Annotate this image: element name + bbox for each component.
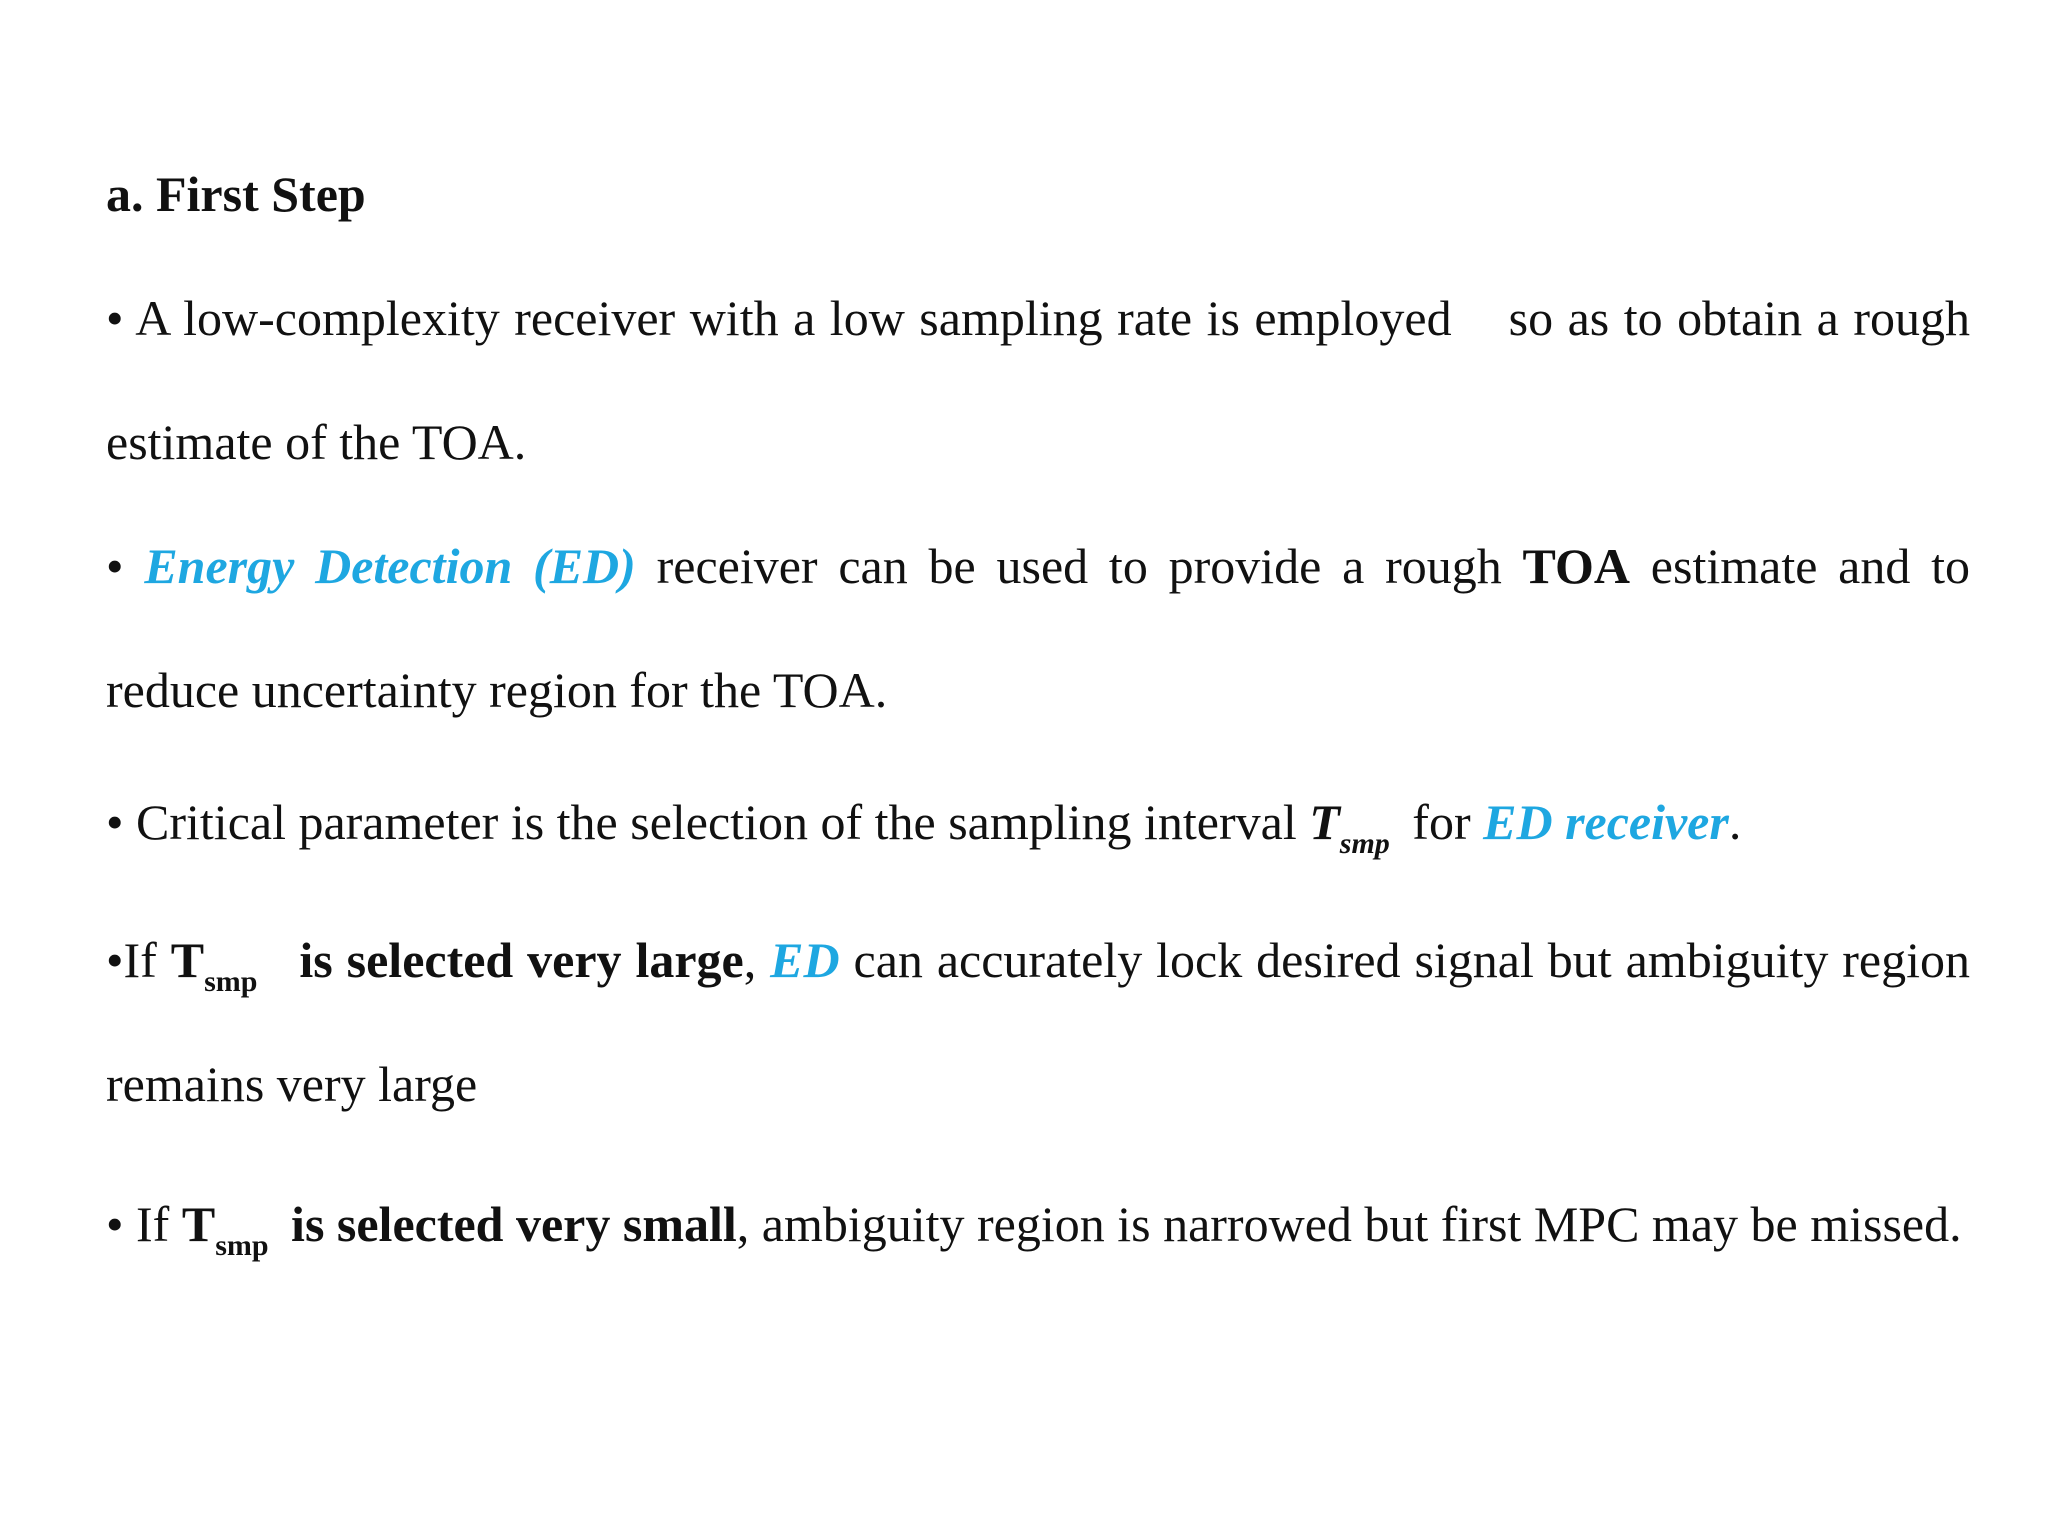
bullet-paragraph-5 bbox=[106, 1162, 1970, 1286]
p5-bold-phrase: is selected very small bbox=[291, 1196, 737, 1252]
p3-end: . bbox=[1728, 794, 1742, 850]
section-heading: a. First Step bbox=[106, 166, 366, 222]
p3-text-2: for bbox=[1412, 794, 1471, 850]
p1-text-1: A low-complexity receiver with a low sampling rate is employed bbox=[135, 290, 1452, 346]
t-smp-symbol bbox=[170, 932, 258, 998]
toa-term: TOA bbox=[1522, 538, 1630, 594]
bullet-marker: • bbox=[106, 1196, 124, 1252]
t-subscript: smp bbox=[1339, 827, 1390, 860]
t-smp-symbol bbox=[181, 1196, 269, 1262]
t-subscript: smp bbox=[215, 1229, 269, 1262]
bullet-marker: • bbox=[106, 538, 124, 594]
p4-text-2: can accurately lock desired signal but ambiguity region remains very large bbox=[106, 932, 1971, 1112]
bullet-marker: • bbox=[106, 794, 124, 850]
p2-text-2: estimate and to reduce uncertainty region for the TOA. bbox=[106, 538, 1971, 718]
p1-text-2: so as to obtain a rough estimate of the TOA. bbox=[106, 290, 1970, 470]
p5-text-2: , ambiguity region is narrowed but first MPC may be missed. bbox=[736, 1196, 1962, 1252]
bullet-paragraph-4 bbox=[106, 898, 1970, 1146]
t-symbol: T bbox=[1309, 794, 1340, 850]
t-symbol: T bbox=[170, 932, 205, 988]
t-smp-symbol bbox=[1309, 794, 1390, 860]
energy-detection-term: Energy Detection (ED) bbox=[144, 538, 636, 594]
p4-bold-phrase: is selected very large bbox=[299, 932, 744, 988]
bullet-paragraph-2 bbox=[106, 504, 1970, 752]
bullet-paragraph-3 bbox=[106, 760, 1970, 884]
p4-comma: , bbox=[743, 932, 757, 988]
p4-text-1: If bbox=[123, 932, 157, 988]
p5-text-1: If bbox=[136, 1196, 170, 1252]
p2-text-1: receiver can be used to provide a rough bbox=[656, 538, 1502, 594]
bullet-marker: • bbox=[106, 290, 124, 346]
ed-receiver-term: ED receiver bbox=[1483, 794, 1729, 850]
t-symbol: T bbox=[181, 1196, 216, 1252]
ed-term: ED bbox=[770, 932, 840, 988]
p3-text-1: Critical parameter is the selection of the sampling interval bbox=[136, 794, 1297, 850]
bullet-marker: • bbox=[106, 932, 124, 988]
t-subscript: smp bbox=[204, 965, 258, 998]
bullet-paragraph-1 bbox=[106, 256, 1970, 504]
